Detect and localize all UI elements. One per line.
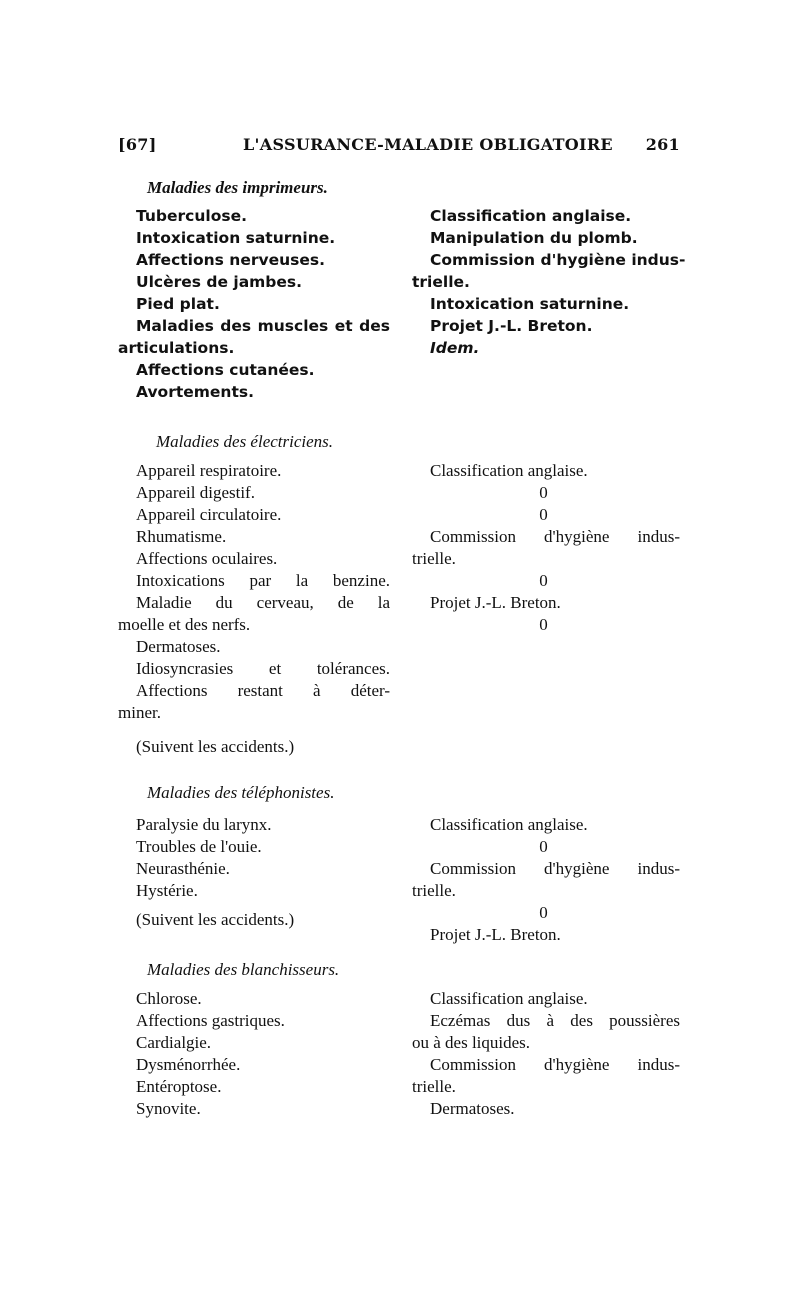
- source-item: Projet J.-L. Breton.: [430, 593, 561, 612]
- list-item: Troubles de l'ouie.: [136, 837, 262, 856]
- list-item: Neurasthénie.: [136, 859, 230, 878]
- list-item: Intoxication saturnine.: [136, 229, 336, 247]
- source-item: 0: [539, 615, 548, 634]
- source-item-continuation: ou à des liquides.: [412, 1033, 531, 1052]
- source-item: Idem.: [430, 339, 480, 357]
- blanchisseurs-sources: [412, 988, 680, 1120]
- list-item: Dysménorrhée.: [136, 1055, 241, 1074]
- list-item: Affections nerveuses.: [136, 251, 325, 269]
- note-accidents: (Suivent les accidents.): [136, 737, 295, 756]
- list-item: Maladie du cerveau, de la: [136, 593, 390, 612]
- source-item: Commission d'hygiène indus-: [430, 1055, 680, 1074]
- electriciens-diseases: [118, 460, 390, 724]
- source-item: Commission d'hygiène indus-: [430, 251, 686, 269]
- source-item-continuation: trielle.: [412, 881, 456, 900]
- list-item: Cardialgie.: [136, 1033, 212, 1052]
- telephonistes-sources: [412, 814, 680, 946]
- source-item-continuation: trielle.: [412, 273, 470, 291]
- list-item: Intoxications par la benzine.: [136, 571, 390, 590]
- source-item: Intoxication saturnine.: [430, 295, 630, 313]
- list-item: Affections restant à déter-: [136, 681, 390, 700]
- list-item-continuation: miner.: [118, 703, 161, 722]
- source-item: Eczémas dus à des poussières: [430, 1011, 680, 1030]
- running-title: L'ASSURANCE-MALADIE OBLIGATOIRE: [243, 135, 613, 154]
- list-item: Maladies des muscles et des: [136, 317, 390, 335]
- electriciens-sources: [412, 460, 680, 636]
- list-item: Affections gastriques.: [136, 1011, 285, 1030]
- source-item: 0: [539, 571, 548, 590]
- list-item: Idiosyncrasies et tolérances.: [136, 659, 390, 678]
- source-item: 0: [539, 505, 548, 524]
- list-item: Hystérie.: [136, 881, 198, 900]
- source-item: Classification anglaise.: [430, 989, 588, 1008]
- list-item: Ulcères de jambes.: [136, 273, 303, 291]
- section-title-electriciens: Maladies des électriciens.: [156, 432, 334, 451]
- source-item: Projet J.-L. Breton.: [430, 925, 561, 944]
- source-item: Commission d'hygiène indus-: [430, 527, 680, 546]
- telephonistes-diseases: [118, 814, 390, 902]
- source-item: Classification anglaise.: [430, 207, 632, 225]
- list-item: Dermatoses.: [136, 637, 221, 656]
- list-item: Appareil respiratoire.: [136, 461, 282, 480]
- source-item-continuation: trielle.: [412, 1077, 456, 1096]
- list-item: Paralysie du larynx.: [136, 815, 272, 834]
- list-item: Appareil digestif.: [136, 483, 255, 502]
- running-header: [118, 135, 680, 161]
- source-item: Classification anglaise.: [430, 815, 588, 834]
- blanchisseurs-diseases: [118, 988, 390, 1120]
- list-item-continuation: articulations.: [118, 339, 235, 357]
- section-title-blanchisseurs: Maladies des blanchisseurs.: [147, 960, 340, 979]
- list-item-continuation: moelle et des nerfs.: [118, 615, 251, 634]
- list-item: Affections oculaires.: [136, 549, 278, 568]
- source-item: Classification anglaise.: [430, 461, 588, 480]
- page-number: 261: [645, 135, 680, 154]
- list-item: Appareil circulatoire.: [136, 505, 282, 524]
- list-item: Affections cutanées.: [136, 361, 315, 379]
- imprimeurs-sources: [412, 205, 686, 359]
- list-item: Avortements.: [136, 383, 254, 401]
- list-item: Synovite.: [136, 1099, 201, 1118]
- list-item: Tuberculose.: [136, 207, 247, 225]
- imprimeurs-diseases: [118, 205, 390, 403]
- note-accidents: (Suivent les accidents.): [136, 910, 295, 929]
- source-item: Projet J.-L. Breton.: [430, 317, 593, 335]
- list-item: Chlorose.: [136, 989, 202, 1008]
- section-title-telephonistes: Maladies des téléphonistes.: [147, 783, 335, 802]
- source-item: Commission d'hygiène indus-: [430, 859, 680, 878]
- section-title-imprimeurs: Maladies des imprimeurs.: [147, 178, 328, 197]
- source-item: Dermatoses.: [430, 1099, 515, 1118]
- source-item: 0: [539, 837, 548, 856]
- source-item-continuation: trielle.: [412, 549, 456, 568]
- list-item: Rhumatisme.: [136, 527, 227, 546]
- list-item: Entéroptose.: [136, 1077, 222, 1096]
- source-item: 0: [539, 903, 548, 922]
- list-item: Pied plat.: [136, 295, 220, 313]
- source-item: 0: [539, 483, 548, 502]
- source-item: Manipulation du plomb.: [430, 229, 638, 247]
- page-number-left: [67]: [118, 135, 157, 154]
